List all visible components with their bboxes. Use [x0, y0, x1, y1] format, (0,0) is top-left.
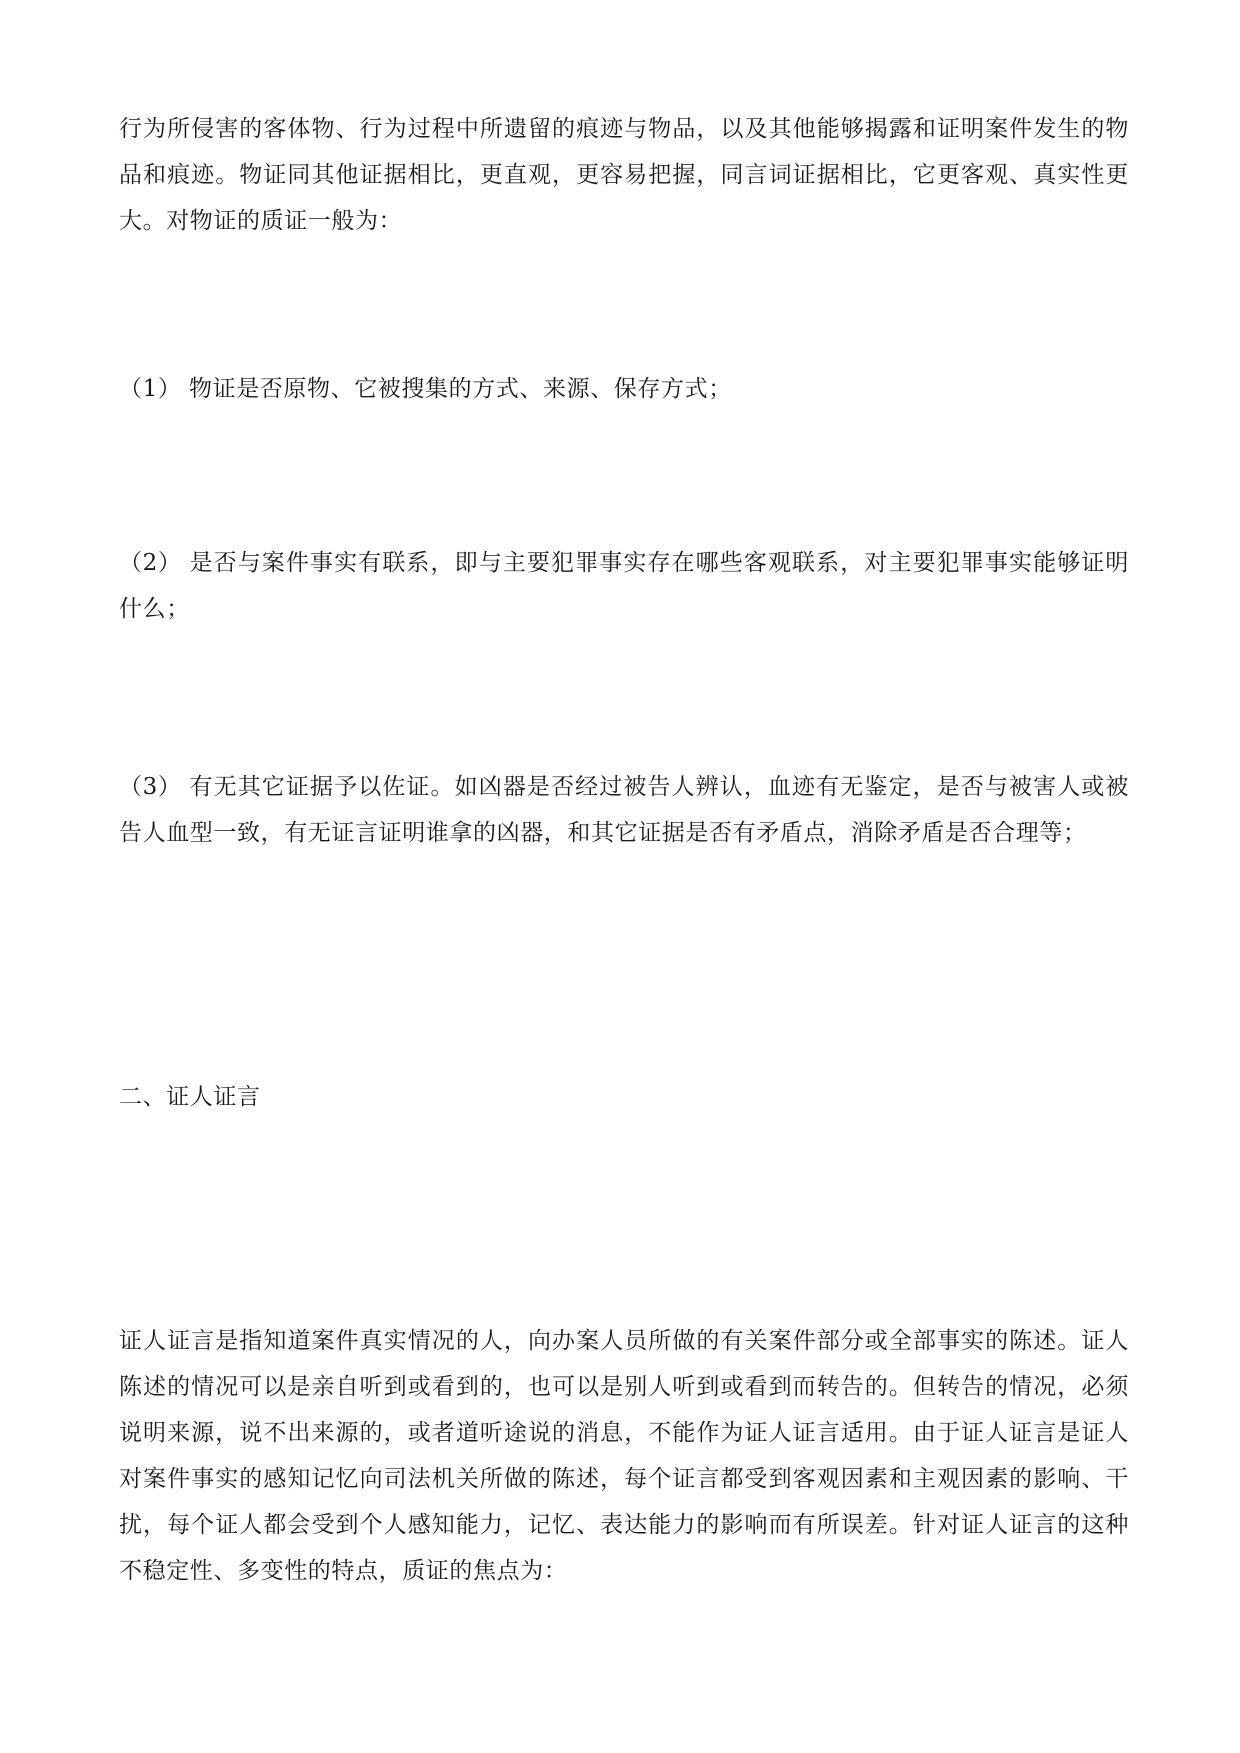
section-heading-witness-testimony: 二、证人证言 — [119, 1084, 261, 1110]
testimony-text: 证人证言是指知道案件真实情况的人，向办案人员所做的有关案件部分或全部事实的陈述。证人陈述的情况可以是亲自听到或看到的，也可以是别人听到或看到而转告的。但转告的情况，必须说明来源，说不出来源的，或者道听途说的消息，不能作为证人证言适用。由于证人证言是证人对案件事实的感知记忆向司法机关所做的陈述，每个证言都受到客观因素和主观因素的影响、干扰，每个证人都会受到个人感知能力，记忆、表达能力的影响而有所误差。针对证人证言的这种不稳定性、多变性的特点，质证的焦点为： — [119, 1328, 1129, 1584]
list-item-2 — [119, 540, 1129, 632]
physical-evidence-intro-paragraph — [119, 106, 1129, 244]
list-item-3 — [119, 764, 1129, 856]
list-item-1 — [119, 366, 1129, 412]
list-item-3-number: （3） — [119, 774, 182, 800]
list-item-2-number: （2） — [119, 550, 182, 576]
list-item-1-number: （1） — [119, 376, 182, 402]
list-item-3-text: 有无其它证据予以佐证。如凶器是否经过被告人辨认，血迹有无鉴定，是否与被害人或被告人血型一致，有无证言证明谁拿的凶器，和其它证据是否有矛盾点，消除矛盾是否合理等； — [119, 774, 1129, 846]
list-item-2-text: 是否与案件事实有联系，即与主要犯罪事实存在哪些客观联系，对主要犯罪事实能够证明什么； — [119, 550, 1129, 622]
list-item-1-text: 物证是否原物、它被搜集的方式、来源、保存方式； — [189, 376, 732, 402]
witness-testimony-paragraph — [119, 1318, 1129, 1594]
intro-text: 行为所侵害的客体物、行为过程中所遗留的痕迹与物品，以及其他能够揭露和证明案件发生的物品和痕迹。物证同其他证据相比，更直观，更容易把握，同言词证据相比，它更客观、真实性更大。对物证的质证一般为： — [119, 116, 1129, 234]
